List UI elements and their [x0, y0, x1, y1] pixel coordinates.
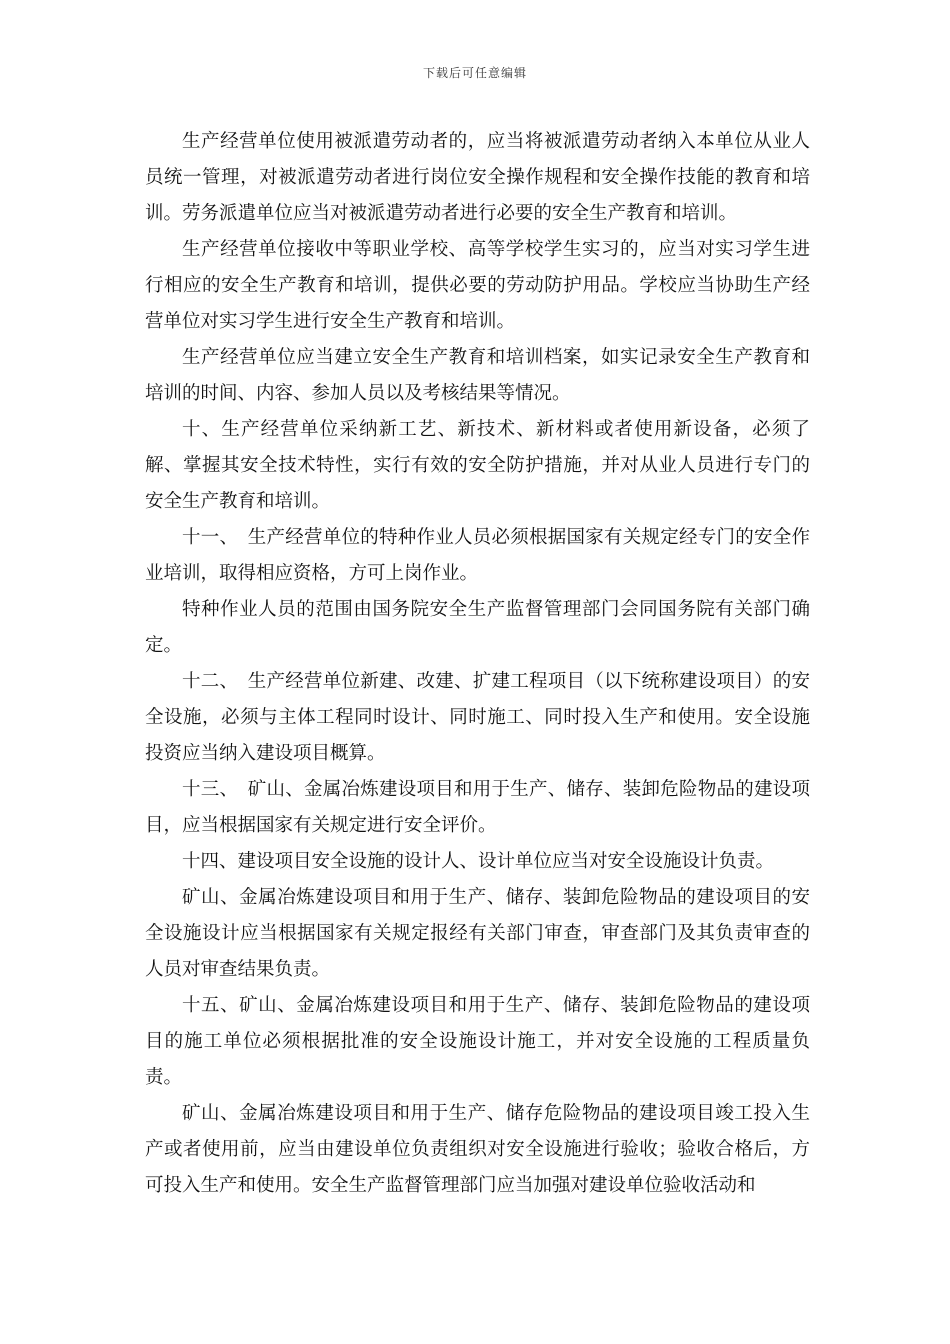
paragraph: 十、生产经营单位采纳新工艺、新技术、新材料或者使用新设备，必须了解、掌握其安全技术特性，实行有效的安全防护措施，并对从业人员进行专门的安全生产教育和培训。 — [145, 419, 810, 512]
page-header: 下载后可任意编辑 — [422, 66, 527, 80]
paragraph: 矿山、金属冶炼建设项目和用于生产、储存、装卸危险物品的建设项目的安全设施设计应当根据国家有关规定报经有关部门审查，审查部门及其负责审查的人员对审查结果负责。 — [145, 887, 810, 980]
paragraph: 特种作业人员的范围由国务院安全生产监督管理部门会同国务院有关部门确定。 — [145, 599, 810, 656]
paragraph: 十四、建设项目安全设施的设计人、设计单位应当对安全设施设计负责。 — [182, 851, 775, 872]
paragraph: 十五、矿山、金属冶炼建设项目和用于生产、储存、装卸危险物品的建设项目的施工单位必须根据批准的安全设施设计施工，并对安全设施的工程质量负责。 — [145, 995, 810, 1088]
document-body — [145, 124, 810, 1204]
paragraph: 生产经营单位接收中等职业学校、高等学校学生实习的，应当对实习学生进行相应的安全生产教育和培训，提供必要的劳动防护用品。学校应当协助生产经营单位对实习学生进行安全生产教育和培训。 — [145, 239, 810, 332]
paragraph: 十三、 矿山、金属冶炼建设项目和用于生产、储存、装卸危险物品的建设项目，应当根据国家有关规定进行安全评价。 — [145, 779, 810, 836]
paragraph: 十二、 生产经营单位新建、改建、扩建工程项目（以下统称建设项目）的安全设施，必须与主体工程同时设计、同时施工、同时投入生产和使用。安全设施投资应当纳入建设项目概算。 — [145, 671, 810, 764]
paragraph: 生产经营单位使用被派遣劳动者的，应当将被派遣劳动者纳入本单位从业人员统一管理，对被派遣劳动者进行岗位安全操作规程和安全操作技能的教育和培训。劳务派遣单位应当对被派遣劳动者进行必要的安全生产教育和培训。 — [145, 131, 810, 224]
paragraph: 生产经营单位应当建立安全生产教育和培训档案，如实记录安全生产教育和培训的时间、内容、参加人员以及考核结果等情况。 — [145, 347, 810, 404]
paragraph: 十一、 生产经营单位的特种作业人员必须根据国家有关规定经专门的安全作业培训，取得相应资格，方可上岗作业。 — [145, 527, 810, 584]
paragraph: 矿山、金属冶炼建设项目和用于生产、储存危险物品的建设项目竣工投入生产或者使用前，应当由建设单位负责组织对安全设施进行验收；验收合格后，方可投入生产和使用。安全生产监督管理部门应当加强对建设单位验收活动和 — [145, 1103, 810, 1196]
